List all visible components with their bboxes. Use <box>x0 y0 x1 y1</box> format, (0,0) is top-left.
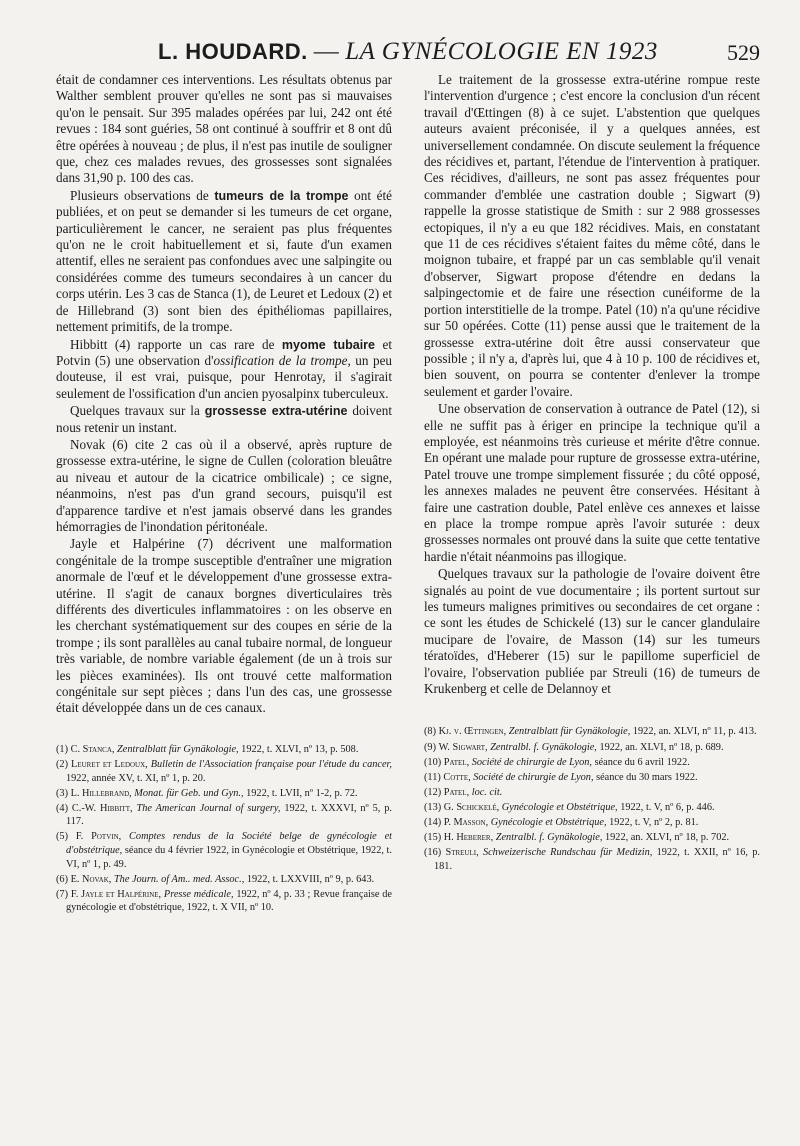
footnote: (11) Cotte, Société de chirurgie de Lyon, séance du 30 mars 1922. <box>424 771 698 783</box>
topic-term: myome tubaire <box>281 337 375 352</box>
footnotes-left <box>56 737 392 915</box>
paragraph: Novak (6) cite 2 cas où il a observé, après rupture de grossesse extra-utérine, le signe de Cullen (coloration bleuâtre au niveau et autour de la cicatrice ombilicale) ; ce signe, néanmoins, n'est pas d'un grand secours, puisqu'il est d'apparence tardive et n'est jamais observé dans les grandes hémorragies de l'inondation péritonéale. <box>56 436 392 534</box>
paragraph: Une observation de conservation à outrance de Patel (12), si elle ne suffit pas à ériger en principe la technique qu'il a employée, est néanmoins très curieuse et mérite d'être connue. En opérant une malade pour rupture de grossesse extra-utérine, Patel trouve une trompe simplement fissurée ; du côté opposé, les annexes malades ne peuvent être conservées. Hésitant à faire une castration double, Patel enlève ces annexes et laisse en place la trompe rompue après l'avoir suturée : deux grossesses normales ont prouvé dans la suite que cette tentative hardie n'était néanmoins pas illogique. <box>424 401 760 564</box>
footnote: (3) L. Hillebrand, Monat. für Geb. und Gyn., 1922, t. LVII, nº 1-2, p. 72. <box>56 787 358 799</box>
topic-term: grossesse extra-utérine <box>204 404 348 419</box>
body-columns <box>56 72 760 916</box>
page-number: 529 <box>727 40 760 65</box>
paragraph: Hibbitt (4) rapporte un cas rare de myome tubaire et Potvin (5) une observation d'ossification de la trompe, un peu douteuse, il est vrai, puisque, pour Henrotay, il s'agirait seulement de l'ossification d'un ancien pyosalpinx tuberculeux. <box>56 336 393 401</box>
footnotes-right <box>424 719 760 873</box>
footnote: (12) Patel, loc. cit. <box>424 786 503 798</box>
left-column <box>56 72 392 916</box>
footnote: (5) F. Potvin, Comptes rendus de la Société belge de gynécologie et d'obstétrique, séance du 4 février 1922, in Gynécologie et Obstétrique, 1922, t. VI, nº 1, p. 49. <box>56 831 393 870</box>
footnote: (13) G. Schickelé, Gynécologie et Obstétrique, 1922, t. V, nº 6, p. 446. <box>424 801 715 813</box>
paragraph: Jayle et Halpérine (7) décrivent une malformation congénitale de la trompe susceptible d'entraîner une migration anormale de l'œuf et le développement d'une grossesse extra-utérine. Il s'agit de canaux borgnes diverticulaires très différents des diverticules inflammatoires : on les observe en les cherchant systématiquement sur des coupes en série de la trompe ; ils sont parallèles au canal tubaire normal, de longueur très variable, de nombre variable également (de un à trois sur les pièces examinées). Ils ont trouvé cette malformation congénitale sur sept pièces ; dans l'un des cas, une grossesse était développée dans un de ces canaux. <box>56 536 392 716</box>
footnote: (9) W. Sigwart, Zentralbl. f. Gynäkologie, 1922, an. XLVI, nº 18, p. 689. <box>424 741 724 753</box>
footnote: (14) P. Masson, Gynécologie et Obstétrique, 1922, t. V, nº 2, p. 81. <box>424 817 699 828</box>
footnote: (4) C.-W. Hibbitt, The American Journal of surgery, 1922, t. XXXVI, nº 5, p. 117. <box>56 802 392 828</box>
header-work-title: LA GYNÉCOLOGIE EN 1923 <box>345 38 658 65</box>
paragraph: Le traitement de la grossesse extra-utérine rompue reste l'intervention d'urgence ; c'est encore la conclusion d'un récent travail d'Œttingen (8) à ce sujet. L'abstention que quelques auteurs avaient préconisée, il y a quelques années, est universellement condamnée. On discute seulement la fréquence des récidives et, partant, l'étendue de l'intervention à pratiquer. Ces récidives, d'ailleurs, ne sont pas assez fréquentes pour commander d'emblée une castration double ; Sigwart (9) rappelle la grosse statistique de Smith : sur 2 988 grossesses ectopiques, il n'y a eu que 182 récidives. Mais, en constatant que 11 de ces récidives s'étaient faites du même côté, dans le moignon tubaire, et frappé par un cas semblable qu'il venait d'observer, Sigwart propose d'étendre en dedans la salpingectomie et de faire une résection cunéiforme de la portion interstitielle de la trompe. Patel (10) n'a qu'une récidive sur 50 opérées. Cotte (11) pense aussi que le traitement de la grossesse extra-utérine doit être aussi conservateur que possible ; il n'y a, d'après lui, que 4 à 10 p. 100 de récidives et, bien souvent, on pourra se contenter d'enlever la trompe seulement et garder l'ovaire. <box>424 72 760 399</box>
paragraph: Quelques travaux sur la grossesse extra-utérine doivent nous retenir un instant. <box>56 403 392 435</box>
footnote: (8) Kj. v. Œttingen, Zentralblatt für Gynäkologie, 1922, an. XLVI, nº 11, p. 413. <box>424 726 757 738</box>
running-header <box>56 38 760 72</box>
footnote: (10) Patel, Société de chirurgie de Lyon, séance du 6 avril 1922. <box>424 756 690 768</box>
header-separator: — <box>313 38 340 65</box>
paragraph: Plusieurs observations de tumeurs de la trompe ont été publiées, et on peut se demander si les tumeurs de cet organe, particulièrement le cancer, ne seraient pas plus fréquentes qu'on ne le croit habituellement et si, faute d'un examen attentif, elles ne seraient pas confondues avec une salpingite ou considérées comme des tumeurs secondaires à un cancer du corps utérin. Les 3 cas de Stanca (1), de Leuret et Ledoux (2) et de Hillebrand (3) sont bien des épithéliomas papillaires, nettement primitifs, de la trompe. <box>56 187 392 335</box>
header-author: L. HOUDARD. <box>158 39 308 64</box>
footnote: (6) E. Novak, The Journ. of Am.. med. Assoc., 1922, t. LXXVIII, nº 9, p. 643. <box>56 873 375 885</box>
header-title <box>56 38 760 66</box>
footnote: (2) Leuret et Ledoux, Bulletin de l'Association française pour l'étude du cancer, 1922, année XV, t. XI, nº 1, p. 20. <box>56 758 392 784</box>
footnote: (15) H. Heberer, Zentralbl. f. Gynäkologie, 1922, an. XLVI, nº 18, p. 702. <box>424 832 730 844</box>
footnote: (16) Streuli, Schweizerische Rundschau für Medizin, 1922, t. XXII, nº 16, p. 181. <box>424 847 760 872</box>
paragraph: était de condamner ces interventions. Les résultats obtenus par Walther semblent prouver qu'elles ne sont pas si mauvaises qu'on le pensait. Sur 395 malades opérées par lui, 242 ont été revues : 184 sont guéries, 58 ont continué à souffrir et 8 ont dû être opérées à nouveau ; de plus, il n'est pas inutile de souligner que, chez ces malades revues, des grossesses sont signalées dans 31,90 p. 100 des cas. <box>56 72 392 186</box>
right-column <box>424 72 760 916</box>
footnote: (1) C. Stanca, Zentralblatt für Gynäkologie, 1922, t. XLVI, nº 13, p. 508. <box>56 743 359 755</box>
paragraph: Quelques travaux sur la pathologie de l'ovaire doivent être signalés au point de vue documentaire ; ils portent surtout sur les tumeurs malignes primitives ou secondaires de cet organe : ce sont les études de Schickelé (13) sur le cancer glandulaire mucipare de l'ovaire, de Masson (14) sur les tumeurs tératoïdes, d'Heberer (15) sur le papillome superficiel de l'ovaire, l'observation publiée par Streuli (16) de tumeurs de Krukenberg et celle de Delannoy et <box>424 566 760 697</box>
topic-term: tumeurs de la trompe <box>214 188 349 203</box>
footnote: (7) F. Jayle et Halpérine, Presse médicale, 1922, nº 4, p. 33 ; Revue française de gynécologie et d'obstétrique, 1922, t. X VII, nº 10. <box>56 888 392 914</box>
